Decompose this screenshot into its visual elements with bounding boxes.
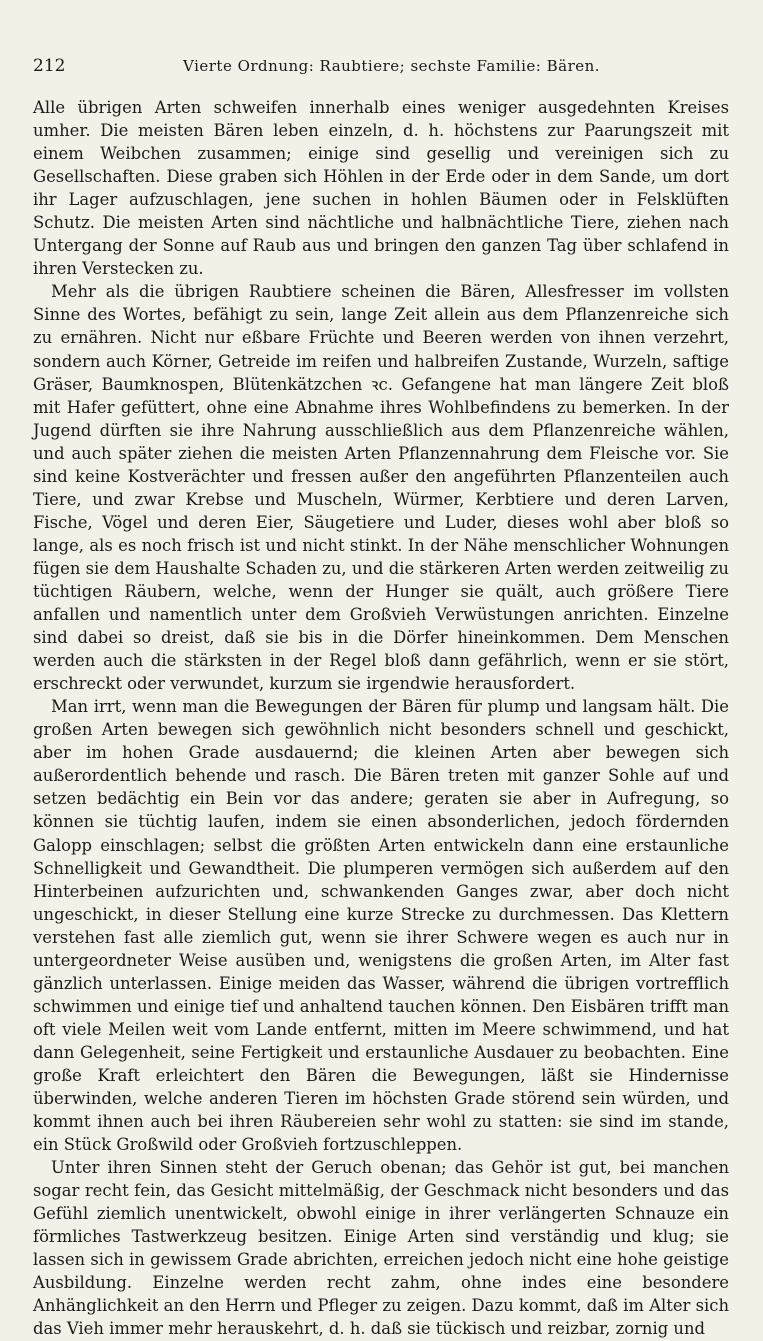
paragraph: Alle übrigen Arten schweifen innerhalb eines weniger ausgedehnten Kreises umher. Die meisten Bären leben einzeln, d. h. höchstens zur Paarungszeit mit einem Weibchen zusammen; einige sind gesellig und vereinigen sich zu Gesellschaften. Diese graben sich Höhlen in der Erde oder in dem Sande, um dort ihr Lager aufzuschlagen, jene suchen in hohlen Bäumen oder in Felsklüften Schutz. Die meisten Arten sind nächtliche und halbnächtliche Tiere, ziehen nach Untergang der Sonne auf Raub aus und bringen den ganzen Tag über schlafend in ihren Verstecken zu. bbox=[33, 98, 729, 279]
running-head: Vierte Ordnung: Raubtiere; sechste Familie: Bären. bbox=[183, 57, 601, 75]
body-text bbox=[33, 96, 729, 1341]
paragraph: Mehr als die übrigen Raubtiere scheinen die Bären, Allesfresser im vollsten Sinne des Wortes, befähigt zu sein, lange Zeit allein aus dem Pflanzenreiche sich zu ernähren. Nicht nur eßbare Früchte und Beeren werden von ihnen verzehrt, sondern auch Körner, Getreide im reifen und halbreifen Zustande, Wurzeln, saftige Gräser, Baumknospen, Blütenkätzchen ꝛc. Gefangene hat man längere Zeit bloß mit Hafer gefüttert, ohne eine Abnahme ihres Wohlbefindens zu bemerken. In der Jugend dürften sie ihre Nahrung ausschließlich aus dem Pflanzenreiche wählen, und auch später ziehen die meisten Arten Pflanzennahrung dem Fleische vor. Sie sind keine Kostverächter und fressen außer den angeführten Pflanzenteilen auch Tiere, und zwar Krebse und Muscheln, Würmer, Kerbtiere und deren Larven, Fische, Vögel und deren Eier, Säugetiere und Luder, dieses wohl aber bloß so lange, als es noch frisch ist und nicht stinkt. In der Nähe menschlicher Wohnungen fügen sie dem Haushalte Schaden zu, und die stärkeren Arten werden zeitweilig zu tüchtigen Räubern, welche, wenn der Hunger sie quält, auch größere Tiere anfallen und namentlich unter dem Großvieh Verwüstungen anrichten. Einzelne sind dabei so dreist, daß sie bis in die Dörfer hineinkommen. Dem Menschen werden auch die stärksten in der Regel bloß dann gefährlich, wenn er sie stört, erschreckt oder verwundet, kurzum sie irgendwie herausfordert. bbox=[33, 282, 729, 694]
page-header bbox=[33, 56, 729, 78]
paragraph: Unter ihren Sinnen steht der Geruch obenan; das Gehör ist gut, bei manchen sogar recht fein, das Gesicht mittelmäßig, der Geschmack nicht besonders und das Gefühl ziemlich unentwickelt, obwohl einige in ihrer verlängerten Schnauze ein förmliches Tastwerkzeug besitzen. Einige Arten sind verständig und klug; sie lassen sich in gewissem Grade abrichten, erreichen jedoch nicht eine hohe geistige Ausbildung. Einzelne werden recht zahm, ohne indes eine besondere Anhänglichkeit an den Herrn und Pfleger zu zeigen. Dazu kommt, daß im Alter sich das Vieh immer mehr herauskehrt, d. h. daß sie tückisch und reizbar, zornig und bbox=[33, 1158, 729, 1339]
paragraph: Man irrt, wenn man die Bewegungen der Bären für plump und langsam hält. Die großen Arten bewegen sich gewöhnlich nicht besonders schnell und geschickt, aber im hohen Grade ausdauernd; die kleinen Arten aber bewegen sich außerordentlich behende und rasch. Die Bären treten mit ganzer Sohle auf und setzen bedächtig ein Bein vor das andere; geraten sie aber in Aufregung, so können sie tüchtig laufen, indem sie einen absonderlichen, jedoch fördernden Galopp einschlagen; selbst die größten Arten entwickeln dann eine erstaunliche Schnelligkeit und Gewandtheit. Die plumperen vermögen sich außerdem auf den Hinterbeinen aufzurichten und, schwankenden Ganges zwar, aber doch nicht ungeschickt, in dieser Stellung eine kurze Strecke zu durchmessen. Das Klettern verstehen fast alle ziemlich gut, wenn sie ihrer Schwere wegen es auch nur in untergeordneter Weise ausüben und, wenigstens die großen Arten, im Alter fast gänzlich unterlassen. Einige meiden das Wasser, während die übrigen vortrefflich schwimmen und einige tief und anhaltend tauchen können. Den Eisbären trifft man oft viele Meilen weit vom Lande entfernt, mitten im Meere schwimmend, und hat dann Gelegenheit, seine Fertigkeit und erstaunliche Ausdauer zu beobachten. Eine große Kraft erleichtert den Bären die Bewegungen, läßt sie Hindernisse überwinden, welche anderen Tieren im höchsten Grade störend sein würden, und kommt ihnen auch bei ihren Räubereien sehr wohl zu statten: sie sind im stande, ein Stück Großwild oder Großvieh fortzuschleppen. bbox=[33, 697, 729, 1155]
page-number: 212 bbox=[33, 56, 66, 76]
